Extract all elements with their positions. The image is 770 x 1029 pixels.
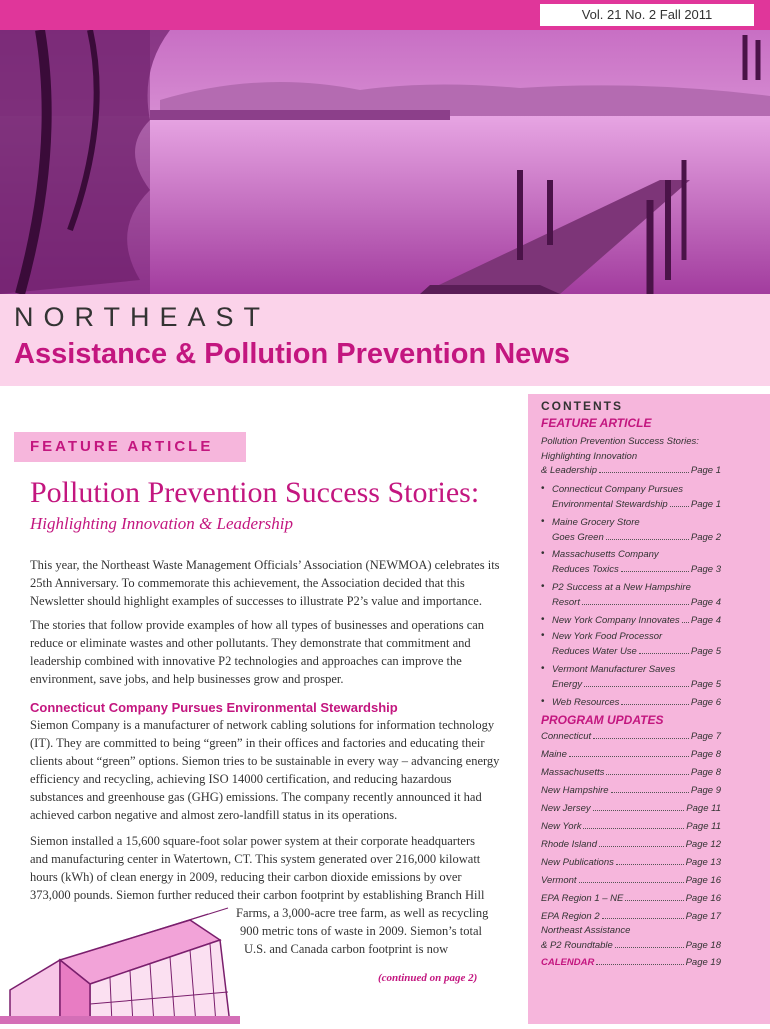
toc-item[interactable] [552,679,721,690]
toc-item[interactable] [541,803,721,814]
toc-label: Resort [552,597,580,608]
toc-label: Connecticut [541,731,592,742]
article-line: U.S. and Canada carbon footprint is now [244,942,449,956]
toc-item[interactable] [552,646,721,657]
toc-page: Page 4 [690,615,721,626]
toc-page: Page 5 [690,646,721,657]
toc-page: Page 7 [690,731,721,742]
article-paragraph: Siemon Company is a manufacturer of network cabling solutions for information technology (IT). They are committed to being “green” in their offices and factories and educating their clients about “green” options. Siemon tries to be sustainable in every way – advancing energy efficiency and recycling, achieving ISO 14000 certification, and reducing hazardous substances and greenhouse gas (GHG) emissions. The company recently announced it had achieved carbon negative and almost zero-landfill status in its operations. [30,718,500,822]
toc-page: Page 2 [690,532,721,543]
toc-page: Page 18 [685,940,721,951]
toc-label: Environmental Stewardship [552,499,668,510]
toc-item[interactable] [541,821,721,832]
toc-bullet-line: Connecticut Company Pursues [552,484,683,495]
article-line: hours (kWh) of clean energy in 2009, reducing their carbon dioxide emissions by over [30,870,462,884]
toc-page: Page 5 [690,679,721,690]
toc-item[interactable] [552,697,721,708]
toc-label: Energy [552,679,583,690]
toc-label: EPA Region 1 – NE [541,893,624,904]
toc-page: Page 19 [685,957,721,968]
toc-page: Page 16 [685,893,721,904]
toc-label: New Hampshire [541,785,609,796]
toc-page: Page 17 [685,911,721,922]
toc-page: Page 12 [685,839,721,850]
toc-item[interactable] [541,875,721,886]
issue-label: Vol. 21 No. 2 Fall 2011 [540,4,754,26]
toc-bullet-line: Maine Grocery Store [552,517,640,528]
toc-item[interactable] [552,615,721,626]
toc-program-heading: PROGRAM UPDATES [541,713,664,727]
toc-label: New York Company Innovates [552,615,680,626]
article-paragraph: The stories that follow provide examples of how all types of businesses and operations can reduce or eliminate wastes and other pollutants. They demonstrate that commitment and leadership combined with innovative P2 technologies and approaches can improve the environment, save jobs, and help businesses grow and prosper. [30,618,485,686]
article-subtitle: Highlighting Innovation & Leadership [30,514,294,533]
article-line: 373,000 pounds. Siemon further reduced their carbon footprint by establishing Branch Hill [30,888,485,902]
continued-note: (continued on page 2) [378,972,478,984]
toc-label: Maine [541,749,567,760]
toc-roundtable-line1: Northeast Assistance [541,925,631,936]
article-paragraph: This year, the Northeast Waste Management Officials’ Association (NEWMOA) celebrates its 25th Anniversary. To commemorate this achievement, the Association decided that this Newsletter should highlight examples of successes to illustrate P2’s value and importance. [30,558,500,608]
toc-label: New Publications [541,857,614,868]
feature-article-label: FEATURE ARTICLE [30,438,214,455]
masthead-northeast: NORTHEAST [14,302,271,332]
toc-item[interactable] [541,893,721,904]
toc-label: & Leadership [541,465,597,476]
toc-bullet-line: New York Food Processor [552,631,663,642]
toc-item[interactable] [541,731,721,742]
toc-item[interactable] [541,465,721,476]
section-heading: Connecticut Company Pursues Environmental Stewardship [30,700,398,715]
toc-bullet-line: Vermont Manufacturer Saves [552,664,676,675]
toc-label: Massachusetts [541,767,605,778]
toc-label: & P2 Roundtable [541,940,613,951]
article-line: Farms, a 3,000-acre tree farm, as well as recycling [236,906,489,920]
toc-page: Page 4 [690,597,721,608]
toc-feature-intro-2: Highlighting Innovation [541,451,638,462]
toc-page: Page 1 [690,465,721,476]
toc-page: Page 8 [690,749,721,760]
toc-page: Page 8 [690,767,721,778]
solar-building-illustration [0,880,240,1024]
toc-item[interactable] [541,940,721,951]
toc-bullet-line: P2 Success at a New Hampshire [552,582,691,593]
toc-label: New York [541,821,582,832]
toc-item[interactable] [541,749,721,760]
toc-item[interactable] [541,785,721,796]
toc-item[interactable] [541,839,721,850]
toc-label: Vermont [541,875,577,886]
toc-bullet-line: Massachusetts Company [552,549,659,560]
toc-item[interactable] [552,499,721,510]
article-line: Siemon installed a 15,600 square-foot solar power system at their corporate headquarters [30,834,476,848]
toc-feature-intro-1: Pollution Prevention Success Stories: [541,436,699,447]
toc-page: Page 6 [690,697,721,708]
toc-label: Reduces Toxics [552,564,619,575]
article-line: and manufacturing center in Watertown, CT. This system generated over 216,000 kilowatt [30,852,481,866]
toc-label: Web Resources [552,697,620,708]
toc-item[interactable] [552,597,721,608]
toc-item[interactable] [541,857,721,868]
toc-feature-heading: FEATURE ARTICLE [541,416,652,430]
toc-label: Reduces Water Use [552,646,637,657]
toc-item[interactable] [541,957,721,968]
toc-item[interactable] [541,767,721,778]
toc-page: Page 3 [690,564,721,575]
toc-page: Page 13 [685,857,721,868]
toc-page: Page 11 [686,821,721,832]
toc-page: Page 9 [690,785,721,796]
article-line: 900 metric tons of waste in 2009. Siemon’s total [240,924,482,938]
masthead-title: Assistance & Pollution Prevention News [14,338,570,370]
toc-label: Rhode Island [541,839,597,850]
top-bar [0,0,770,30]
toc-page: Page 11 [686,803,721,814]
toc-item[interactable] [552,532,721,543]
feature-article-tab [14,432,246,462]
toc-item[interactable] [552,564,721,575]
article-title: Pollution Prevention Success Stories: [30,476,480,509]
toc-label: CALENDAR [541,957,595,968]
contents-heading: CONTENTS [541,399,623,413]
toc-page: Page 16 [685,875,721,886]
toc-label: EPA Region 2 [541,911,600,922]
toc-label: New Jersey [541,803,591,814]
cover-photo [0,30,770,294]
toc-page: Page 1 [690,499,721,510]
toc-item[interactable] [541,911,721,922]
toc-label: Goes Green [552,532,604,543]
